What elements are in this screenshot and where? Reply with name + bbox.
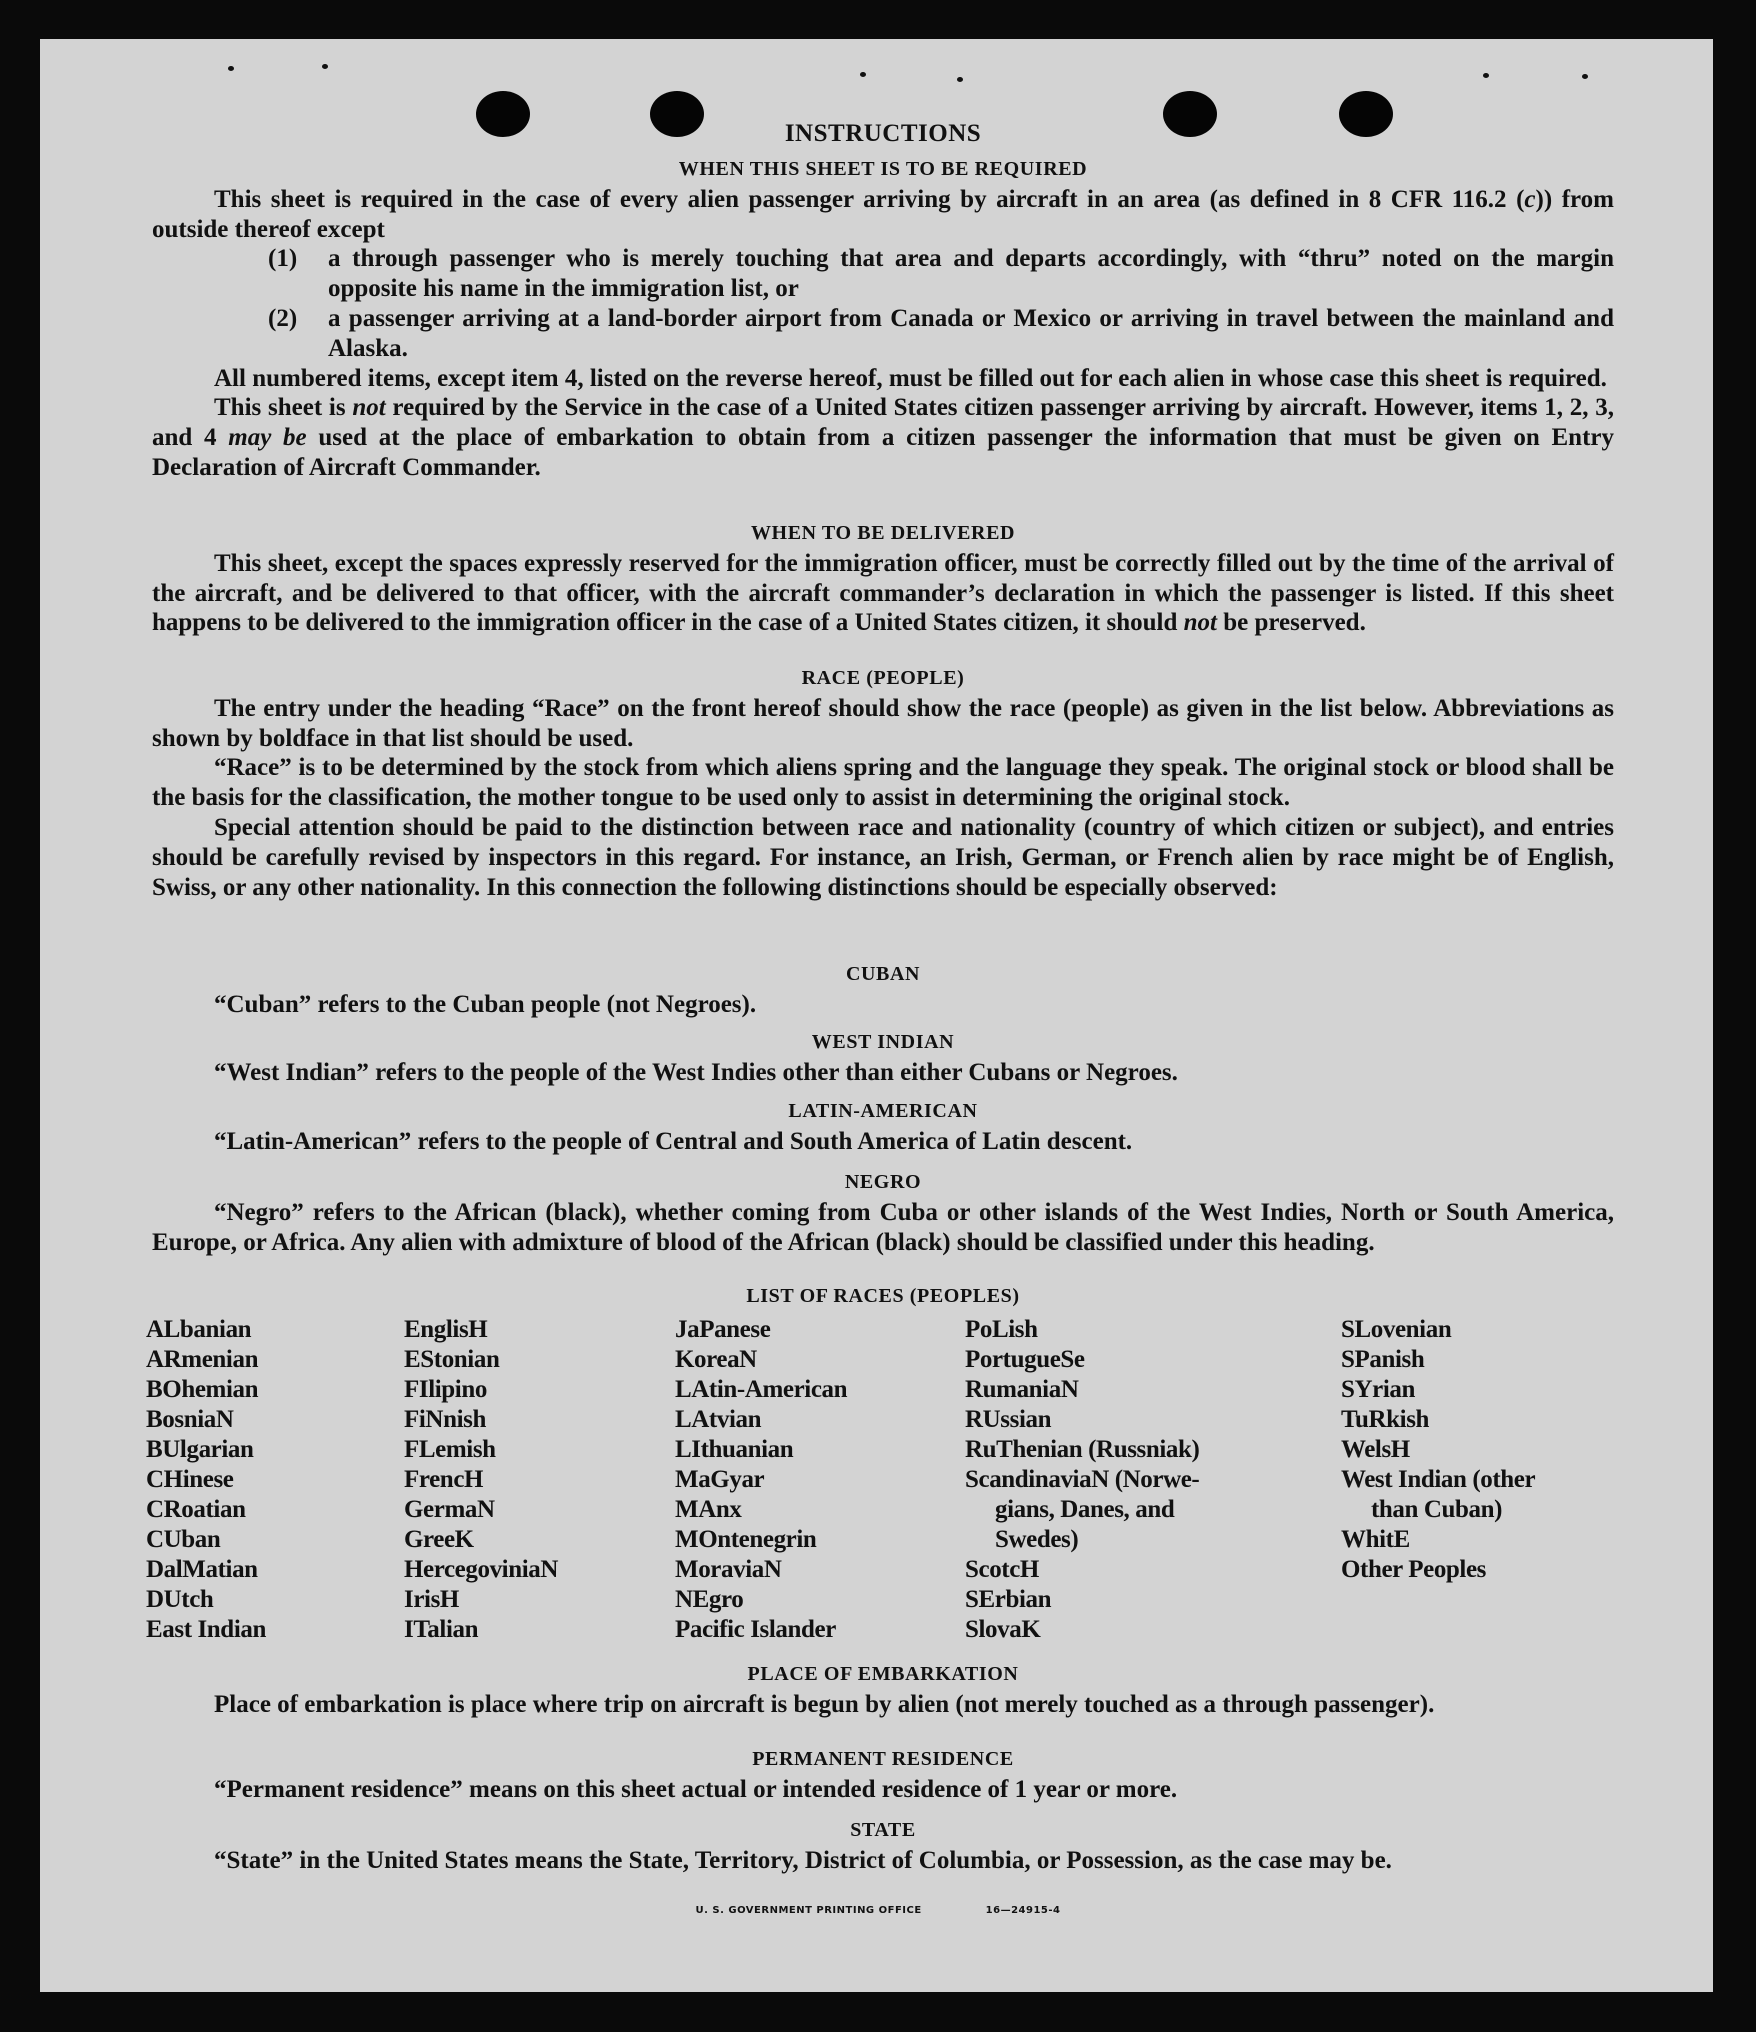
race-entry: WhitE xyxy=(1341,1526,1410,1553)
race-entry: SlovaK xyxy=(965,1616,1041,1643)
race-entry: BOhemian xyxy=(146,1376,259,1403)
text: Special attention should be paid to the distinction between race and nationality (country of which citizen or subject), and entries should be carefully revised by inspectors in this regard. For instance, an Irish, German, or French alien by race might be of English, Swiss, or any other nationality. In this connection the following distinctions should be especially observed: xyxy=(152,813,1614,901)
text: a through passenger who is merely touching that area and departs accordingly, with “thru” noted on the margin opposite his name in the immigration list, or xyxy=(328,245,1614,303)
race-entry: GreeK xyxy=(404,1526,474,1553)
race-entry: GermaN xyxy=(404,1496,495,1523)
race-entry: BosniaN xyxy=(146,1406,234,1433)
race-entry: Other Peoples xyxy=(1341,1556,1487,1583)
italic-text: not xyxy=(352,394,386,422)
paragraph xyxy=(152,1127,1614,1157)
race-entry: HercegoviniaN xyxy=(404,1556,559,1583)
paragraph xyxy=(152,1846,1614,1876)
race-entry: ScotcH xyxy=(965,1556,1039,1583)
race-entry: Pacific Islander xyxy=(675,1616,836,1643)
numbered-item xyxy=(152,304,1614,364)
race-entry: MoraviaN xyxy=(675,1556,782,1583)
speck xyxy=(860,72,866,77)
race-entry: SLovenian xyxy=(1341,1316,1452,1343)
section xyxy=(152,1097,1614,1157)
section-heading: WHEN TO BE DELIVERED xyxy=(750,522,1016,544)
race-entry-continuation: gians, Danes, and xyxy=(995,1496,1175,1523)
text: “Latin-American” refers to the people of Central and South America of Latin descent. xyxy=(214,1127,1133,1155)
item-number: (2) xyxy=(268,304,298,332)
text: The entry under the heading “Race” on the front hereof should show the race (people) as given in the list below. Abbreviations as shown by boldface in that list should be used. xyxy=(152,694,1614,752)
race-entry: LAtvian xyxy=(675,1406,762,1433)
section xyxy=(152,155,1614,483)
race-entry: EnglisH xyxy=(404,1316,488,1343)
race-entry: WelsH xyxy=(1341,1436,1410,1463)
race-entry: EStonian xyxy=(404,1346,500,1373)
race-entry: RUssian xyxy=(965,1406,1052,1433)
paragraph xyxy=(152,694,1614,754)
section xyxy=(152,1660,1614,1720)
race-entry: CHinese xyxy=(146,1466,234,1493)
text: Place of embarkation is place where trip on aircraft is begun by alien (not merely touched as a through passenger). xyxy=(214,1690,1435,1718)
italic-text: may be xyxy=(228,424,307,452)
race-entry: MAnx xyxy=(675,1496,742,1523)
section xyxy=(152,664,1614,902)
race-entry: MaGyar xyxy=(675,1466,765,1493)
section-heading: NEGRO xyxy=(844,1171,922,1193)
text: “Race” is to be determined by the stock from which aliens spring and the language they speak. The original stock or blood shall be the basis for the classification, the mother tongue to be used only to assist in determining the original stock. xyxy=(152,754,1614,812)
race-entry: TuRkish xyxy=(1341,1406,1430,1433)
item-number: (1) xyxy=(268,245,298,273)
section xyxy=(152,1028,1614,1088)
race-entry: KoreaN xyxy=(675,1346,757,1373)
numbered-item xyxy=(152,244,1614,304)
race-entry: PoLish xyxy=(965,1316,1038,1343)
paragraph xyxy=(152,1775,1614,1805)
race-entry: JaPanese xyxy=(675,1316,771,1343)
speck xyxy=(957,77,963,82)
race-entry: FIlipino xyxy=(404,1376,487,1403)
text: be preserved. xyxy=(1217,609,1366,637)
speck xyxy=(228,66,234,71)
section-heading: PLACE OF EMBARKATION xyxy=(747,1663,1019,1685)
section xyxy=(152,960,1614,1020)
race-entry: NEgro xyxy=(675,1586,744,1613)
page-title: INSTRUCTIONS xyxy=(784,120,982,147)
text: “Permanent residence” means on this sheet actual or intended residence of 1 year or more. xyxy=(214,1775,1178,1803)
race-entry: SErbian xyxy=(965,1586,1052,1613)
race-entry: RumaniaN xyxy=(965,1376,1079,1403)
race-entry: ARmenian xyxy=(146,1346,259,1373)
paragraph xyxy=(152,1198,1614,1258)
section xyxy=(152,1816,1614,1876)
form-number: 16—24915-4 xyxy=(985,1905,1061,1916)
paragraph xyxy=(152,813,1614,902)
race-entry: RuThenian (Russniak) xyxy=(965,1436,1200,1463)
speck xyxy=(322,64,328,69)
race-entry: ALbanian xyxy=(146,1316,252,1343)
race-entry: BUlgarian xyxy=(146,1436,254,1463)
text: “West Indian” refers to the people of the West Indies other than either Cubans or Negroes. xyxy=(214,1058,1178,1086)
section-heading: LATIN-AMERICAN xyxy=(788,1100,978,1122)
text: “Negro” refers to the African (black), whether coming from Cuba or other islands of the West Indies, North or South America, Europe, or Africa. Any alien with admixture of blood of the African (black) should be classified under this heading. xyxy=(152,1198,1614,1256)
race-entry: CUban xyxy=(146,1526,221,1553)
section-heading: WEST INDIAN xyxy=(811,1031,955,1053)
section xyxy=(152,1168,1614,1257)
text: a passenger arriving at a land-border airport from Canada or Mexico or arriving in travel between the mainland and Alaska. xyxy=(328,304,1614,362)
text: This sheet is required in the case of every alien passenger arriving by aircraft in an area (as defined in 8 CFR 116.2 ( xyxy=(214,185,1525,213)
race-entry: West Indian (other xyxy=(1341,1466,1536,1493)
paragraph xyxy=(152,364,1614,394)
section xyxy=(152,1282,1614,1312)
section-heading: LIST OF RACES (PEOPLES) xyxy=(746,1285,1020,1307)
race-entry: ITalian xyxy=(404,1616,479,1643)
section xyxy=(152,519,1614,638)
speck xyxy=(1582,74,1588,79)
race-entry: FiNnish xyxy=(404,1406,486,1433)
race-column xyxy=(1341,1315,1535,1585)
race-entry: LAtin-American xyxy=(675,1376,848,1403)
race-entry: DUtch xyxy=(146,1586,214,1613)
race-entry: CRoatian xyxy=(146,1496,246,1523)
text: )) from outside thereof except xyxy=(152,185,1614,243)
paragraph xyxy=(152,753,1614,813)
section-heading: STATE xyxy=(850,1819,916,1841)
text: This sheet, except the spaces expressly reserved for the immigration officer, must be correctly filled out by the time of the arrival of the aircraft, and be delivered to that officer, with the aircraft commander’s declaration in which the passenger is listed. If this sheet happens to be delivered to the immigration officer in the case of a United States citizen, it should xyxy=(152,549,1614,637)
paragraph xyxy=(152,393,1614,482)
race-entry: PortugueSe xyxy=(965,1346,1085,1373)
text: All numbered items, except item 4, listed on the reverse hereof, must be filled out for each alien in whose case this sheet is required. xyxy=(214,364,1607,392)
paragraph xyxy=(152,549,1614,638)
race-entry: IrisH xyxy=(404,1586,459,1613)
race-entry-continuation: Swedes) xyxy=(995,1526,1079,1553)
race-entry: DalMatian xyxy=(146,1556,258,1583)
printer-imprint xyxy=(0,1905,1756,1916)
text: “State” in the United States means the State, Territory, District of Columbia, or Possession, as the case may be. xyxy=(214,1846,1392,1874)
race-entry: ScandinaviaN (Norwe- xyxy=(965,1466,1200,1493)
paragraph xyxy=(152,1690,1614,1720)
race-column xyxy=(675,1315,847,1645)
speck xyxy=(1483,73,1489,78)
race-entry: MOntenegrin xyxy=(675,1526,817,1553)
section-heading: RACE (PEOPLE) xyxy=(801,667,965,689)
printer-name: U. S. GOVERNMENT PRINTING OFFICE xyxy=(695,1905,922,1916)
section-heading: PERMANENT RESIDENCE xyxy=(752,1748,1014,1770)
text: This sheet is xyxy=(214,394,353,422)
race-column xyxy=(404,1315,558,1645)
race-entry-continuation: than Cuban) xyxy=(1371,1496,1503,1523)
race-entry: FLemish xyxy=(404,1436,496,1463)
paragraph xyxy=(152,990,1614,1020)
italic-text: not xyxy=(1183,609,1217,637)
section-heading: WHEN THIS SHEET IS TO BE REQUIRED xyxy=(678,158,1088,180)
race-entry: SYrian xyxy=(1341,1376,1416,1403)
race-column xyxy=(146,1315,266,1645)
race-entry: LIthuanian xyxy=(675,1436,794,1463)
section-heading: CUBAN xyxy=(845,963,921,985)
paragraph xyxy=(152,1058,1614,1088)
italic-text: c xyxy=(1524,185,1536,213)
text: “Cuban” refers to the Cuban people (not Negroes). xyxy=(214,990,757,1018)
section xyxy=(152,1745,1614,1805)
race-entry: SPanish xyxy=(1341,1346,1425,1373)
race-column xyxy=(965,1315,1199,1645)
text: used at the place of embarkation to obtain from a citizen passenger the information that must be given on Entry Declaration of Aircraft Commander. xyxy=(152,424,1614,481)
race-entry: East Indian xyxy=(146,1616,266,1643)
race-entry: FrencH xyxy=(404,1466,484,1493)
text: required by the Service in the case of a United States citizen passenger arriving by aircraft. However, items 1, 2, 3, and 4 xyxy=(152,394,1614,452)
paragraph xyxy=(152,185,1614,245)
